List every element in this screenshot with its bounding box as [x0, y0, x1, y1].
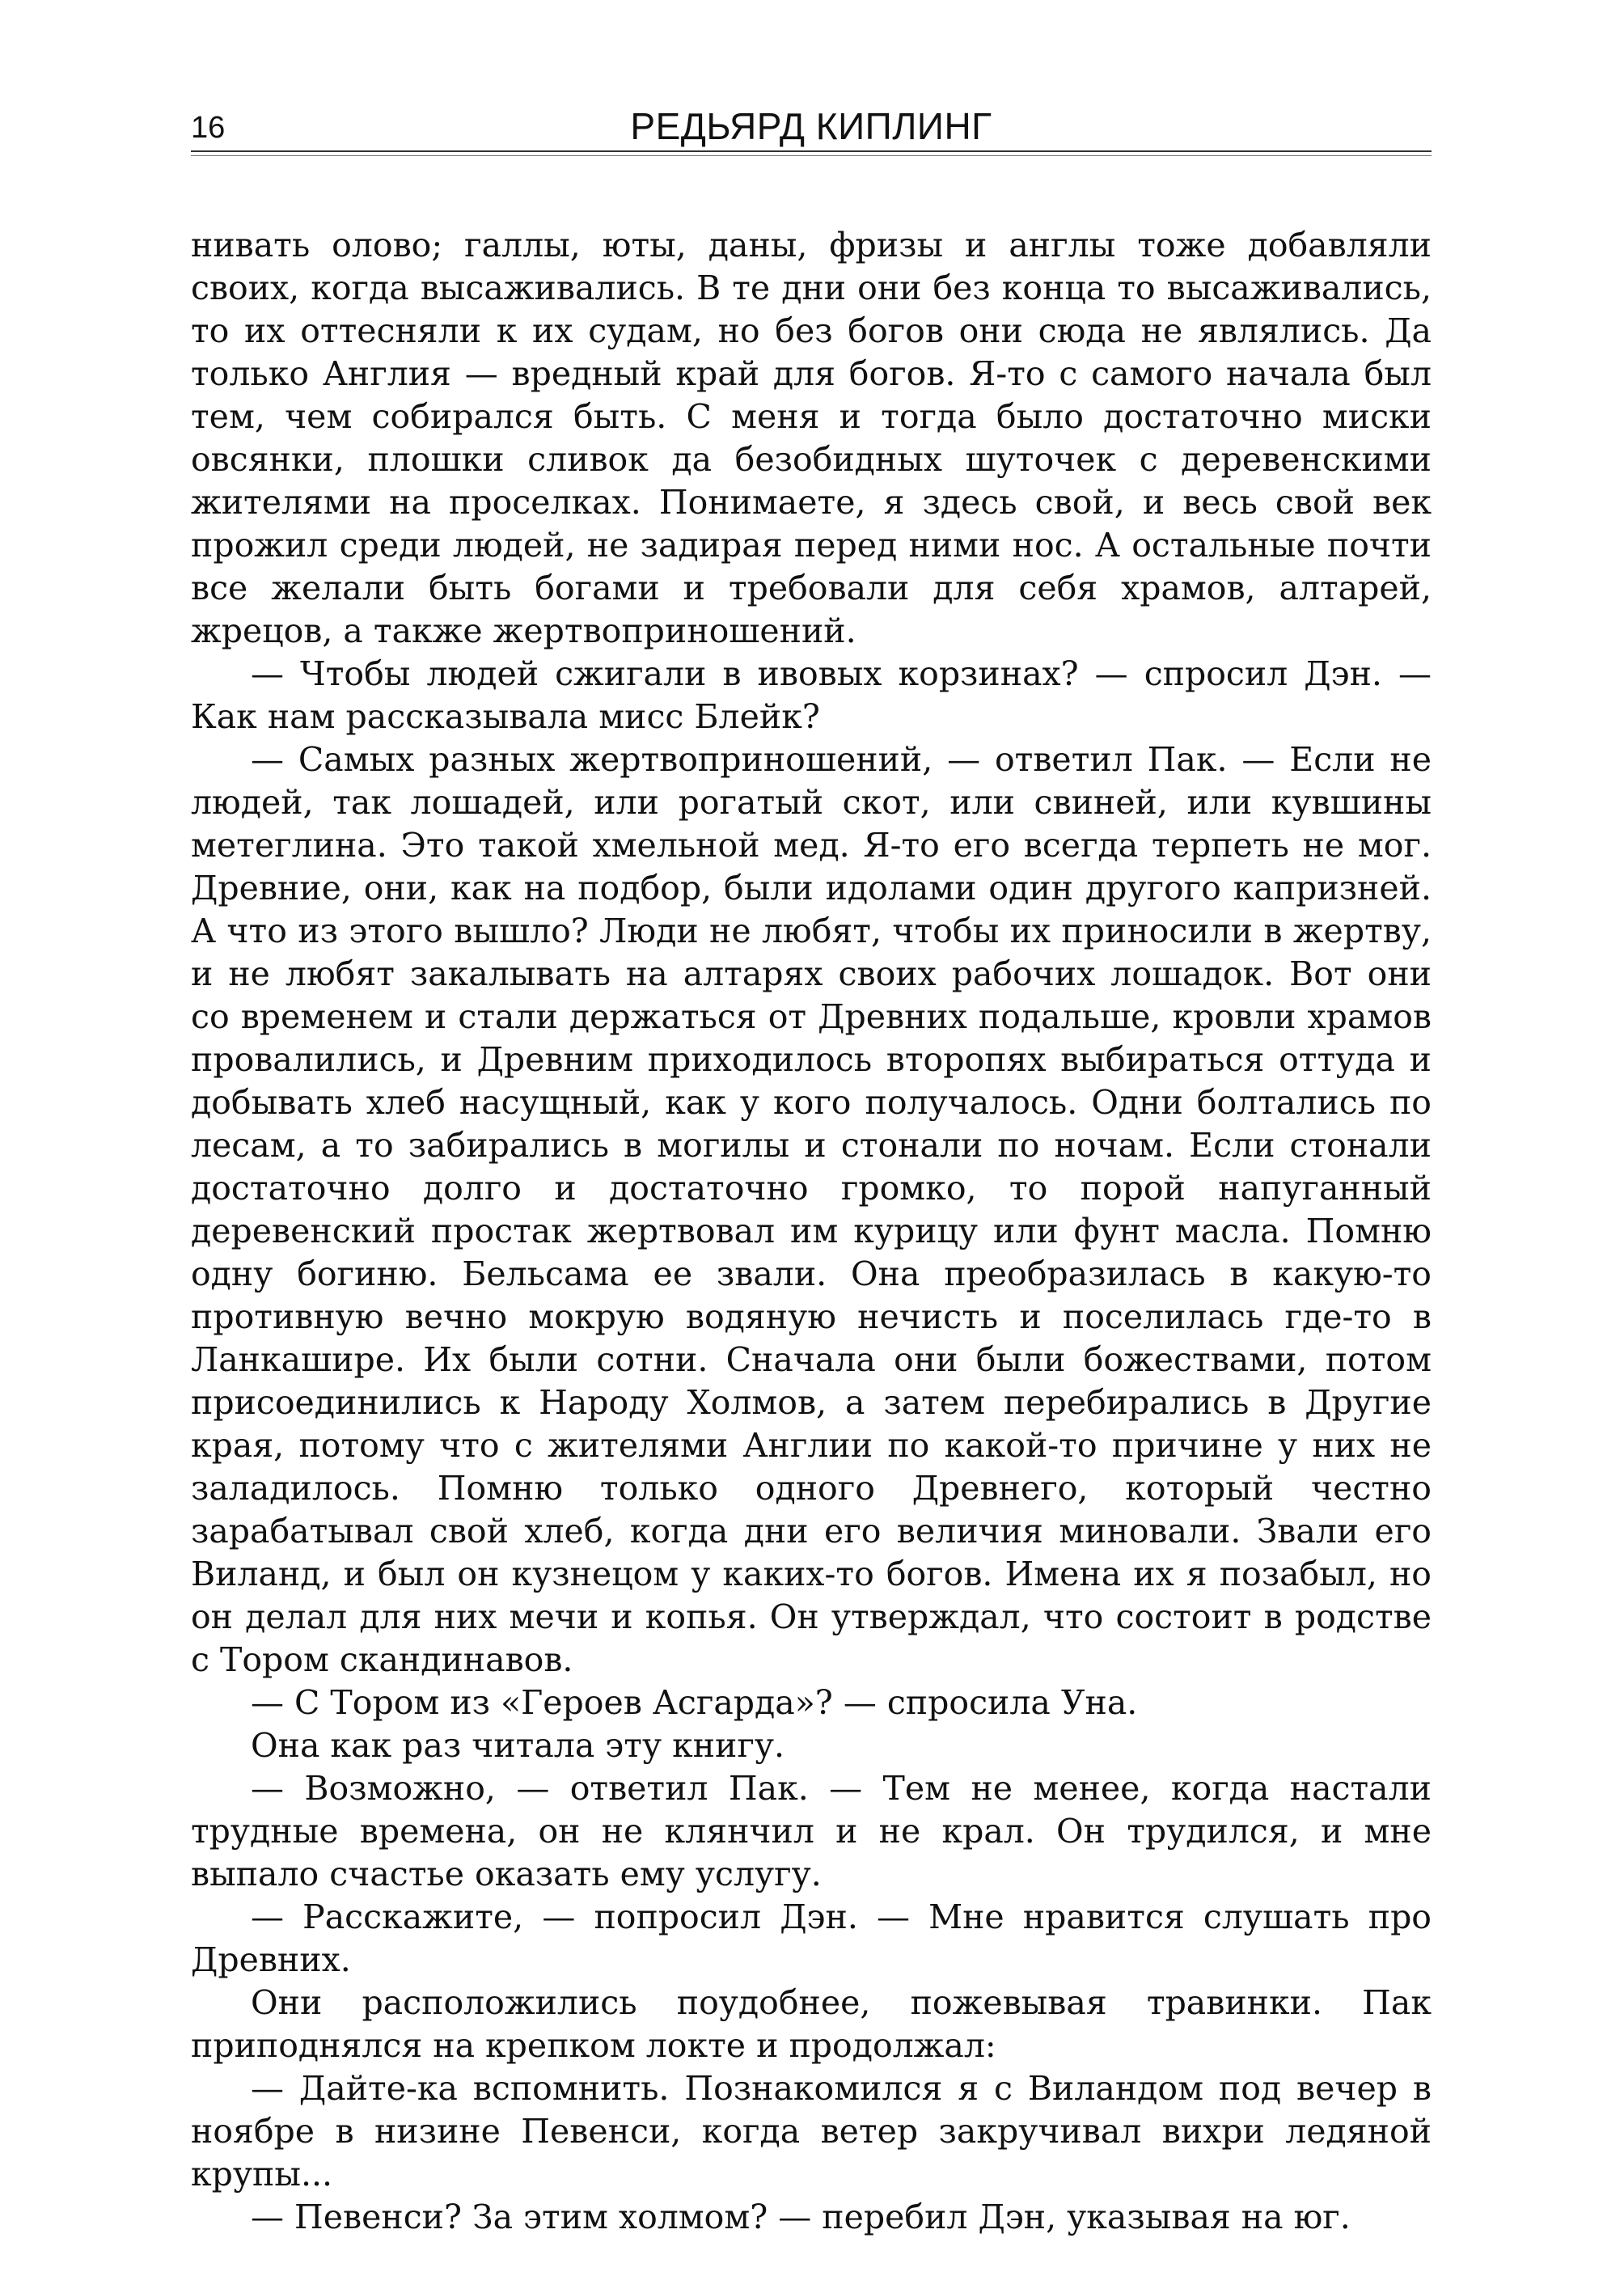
page-number: 16	[191, 111, 226, 145]
paragraph: — Расскажите, — попросил Дэн. — Мне нравится слушать про Древних.	[191, 1897, 1432, 1979]
paragraph: нивать олово; галлы, юты, даны, фризы и англы тоже добавляли своих, когда высаживались. В те дни они без конца то высаживались, то их оттесняли к их судам, но без богов они сюда не являлись. Да только Англия — вредный край для богов. Я-то с самого начала был тем, чем собирался быть. С меня и тогда было достаточно миски овсянки, плошки сливок да безобидных шуточек с деревенскими жителями на проселках. Понимаете, я здесь свой, и весь свой век прожил среди людей, не задирая перед ними нос. А остальные почти все желали быть богами и требовали для себя храмов, алтарей, жрецов, а также жертвоприношений.	[191, 226, 1432, 650]
header-rule-thin	[191, 155, 1432, 156]
running-title: РЕДЬЯРД КИПЛИНГ	[630, 105, 992, 147]
paragraph: — Певенси? За этим холмом? — перебил Дэн, указывая на юг.	[251, 2198, 1351, 2236]
paragraph: — Возможно, — ответил Пак. — Тем не менее, когда настали трудные времена, он не клянчил и не крал. Он трудился, и мне выпало счастье оказать ему услугу.	[191, 1769, 1432, 1893]
paragraph: — Дайте-ка вспомнить. Познакомился я с Виландом под вечер в ноябре в низине Певенси, когда ветер закручивал вихри ледяной крупы...	[191, 2069, 1432, 2194]
paragraph: — С Тором из «Героев Асгарда»? — спросила Уна.	[251, 1683, 1138, 1722]
paragraph: — Самых разных жертвоприношений, — ответил Пак. — Если не людей, так лошадей, или рогатый скот, или свиней, или кувшины метеглина. Это такой хмельной мед. Я-то его всегда терпеть не мог. Древние, они, как на подбор, были идолами один другого капризней. А что из этого вышло? Люди не любят, чтобы их приносили в жертву, и не любят закалывать на алтарях своих рабочих лошадок. Вот они со временем и стали держаться от Древних подальше, кровли храмов провалились, и Древним приходилось второпях выбираться оттуда и добывать хлеб насущный, как у кого получалось. Одни болтались по лесам, а то забирались в могилы и стонали по ночам. Если стонали достаточно долго и достаточно громко, то порой напуганный деревенский простак жертвовал им курицу или фунт масла. Помню одну богиню. Бельсама ее звали. Она преобразилась в какую-то противную вечно мокрую водяную нечисть и поселилась где-то в Ланкашире. Их были сотни. Сначала они были божествами, потом присоединились к Народу Холмов, а затем перебирались в Другие края, потому что с жителями Англии по какой-то причине у них не заладилось. Помню только одного Древнего, который честно зарабатывал свой хлеб, когда дни его величия миновали. Звали его Виланд, и был он кузнецом у каких-то богов. Имена их я позабыл, но он делал для них мечи и копья. Он утверждал, что состоит в родстве с Тором скандинавов.	[191, 740, 1432, 1679]
header-rule	[191, 150, 1432, 152]
text-body	[191, 224, 1432, 2239]
paragraph: Она как раз читала эту книгу.	[251, 1726, 785, 1765]
paragraph: — Чтобы людей сжигали в ивовых корзинах? — спросил Дэн. — Как нам рассказывала мисс Блейк?	[191, 654, 1432, 736]
page-header	[191, 104, 1432, 157]
paragraph: Они расположились поудобнее, пожевывая травинки. Пак приподнялся на крепком локте и продолжал:	[191, 1983, 1432, 2065]
